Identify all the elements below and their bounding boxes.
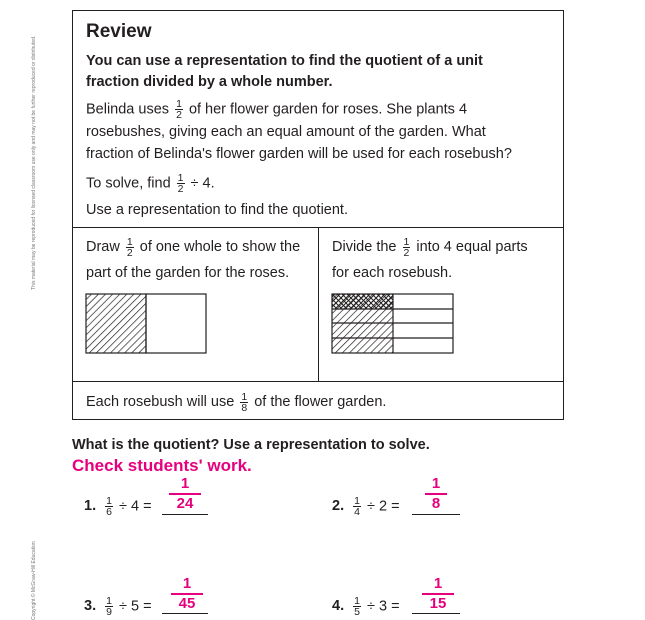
fraction-one-half [126, 237, 134, 258]
intro-line-1: You can use a representation to find the quotient of a unit [86, 53, 483, 69]
problem-fraction [105, 496, 113, 517]
answer-blank-3 [162, 613, 208, 614]
margin-copyright-footer: Copyright © McGraw-Hill Education [31, 541, 37, 620]
answer-blank-4 [412, 613, 460, 614]
answer-blank-2 [412, 514, 460, 515]
fraction-numerator: 1 [176, 98, 182, 110]
answer-denominator: 45 [171, 593, 203, 613]
problem-number: 1. [84, 498, 97, 515]
use-representation-line: Use a representation to find the quotient. [86, 202, 348, 218]
fraction-numerator: 1 [106, 595, 112, 607]
answer-denominator: 8 [425, 493, 447, 513]
problem-2 [332, 496, 400, 517]
fraction-numerator: 1 [354, 595, 360, 607]
fraction-numerator: 1 [403, 235, 410, 248]
fraction-numerator: 1 [241, 390, 248, 403]
review-box [72, 10, 564, 420]
divide-sign: ÷ [119, 498, 127, 515]
result-pre: Each rosebush will use [86, 394, 235, 410]
answer-2 [425, 475, 447, 513]
review-title: Review [86, 21, 152, 42]
problem-1 [84, 496, 152, 517]
problem-fraction [353, 596, 361, 617]
right-cell-line-2: for each rosebush. [332, 265, 453, 281]
answer-denominator: 15 [422, 593, 454, 613]
problem-line-3: fraction of Belinda's flower garden will be used for each rosebush? [86, 146, 512, 162]
result-post: of the flower garden. [254, 394, 387, 410]
fraction-denominator: 8 [241, 401, 248, 414]
intro-line-2: fraction divided by a whole number. [86, 74, 333, 90]
fraction-denominator: 2 [176, 109, 182, 121]
divide-sign: ÷ [119, 598, 127, 615]
fraction-one-half [175, 99, 183, 120]
solve-line [86, 173, 215, 194]
answer-3 [171, 575, 203, 613]
one-eighth-crosshatch [332, 294, 393, 309]
solve-pre: To solve, find [86, 175, 171, 192]
result-line [86, 389, 386, 415]
divisor: 4 [131, 498, 140, 515]
answer-numerator: 1 [180, 475, 190, 492]
divisor: 2 [379, 498, 388, 515]
check-students-work: Check students' work. [72, 456, 252, 475]
fraction-numerator: 1 [106, 495, 112, 507]
problem-pre: Belinda uses [86, 101, 170, 118]
answer-numerator: 1 [433, 575, 443, 592]
fraction-numerator: 1 [177, 172, 184, 184]
question-prompt: What is the quotient? Use a representation to solve. [72, 437, 430, 453]
fraction-one-half [403, 237, 411, 258]
fraction-denominator: 2 [126, 246, 133, 259]
problem-line-1 [86, 99, 467, 120]
solve-post: ÷ 4. [190, 175, 215, 192]
fraction-denominator: 2 [403, 246, 410, 259]
problem-fraction [105, 596, 113, 617]
left-cell-line-2: part of the garden for the roses. [86, 265, 290, 281]
divide-sign: ÷ [367, 498, 375, 515]
fraction-numerator: 1 [354, 495, 360, 507]
problem-post: of her flower garden for roses. She plants 4 [188, 101, 468, 118]
left-cell-pre: Draw [86, 239, 120, 255]
fraction-numerator: 1 [126, 235, 133, 248]
fraction-one-half [177, 173, 185, 194]
divisor: 3 [379, 598, 388, 615]
right-cell-post: into 4 equal parts [416, 239, 528, 255]
equals-sign: = [391, 498, 400, 515]
problem-fraction [353, 496, 361, 517]
unshaded-half [146, 294, 206, 353]
divide-sign: ÷ [367, 598, 375, 615]
answer-numerator: 1 [182, 575, 192, 592]
equals-sign: = [391, 598, 400, 615]
fraction-denominator: 9 [106, 606, 112, 618]
problem-number: 2. [332, 498, 345, 515]
divisor: 5 [131, 598, 140, 615]
eighths-model [331, 293, 455, 355]
fraction-denominator: 4 [354, 506, 360, 518]
shaded-half [86, 294, 146, 353]
left-cell-post: of one whole to show the [139, 239, 301, 255]
problem-number: 3. [84, 598, 97, 615]
answer-1 [169, 475, 201, 513]
half-whole-model [85, 293, 207, 355]
answer-numerator: 1 [431, 475, 441, 492]
answer-blank-1 [162, 514, 208, 515]
left-cell-line-1 [86, 234, 300, 260]
answer-4 [422, 575, 454, 613]
problem-3 [84, 596, 152, 617]
fraction-denominator: 5 [354, 606, 360, 618]
equals-sign: = [143, 498, 152, 515]
answer-denominator: 24 [169, 493, 201, 513]
margin-copyright-note: This material may be reproduced for licensed classroom use only and may not be further reproduced or distributed. [31, 35, 37, 290]
fraction-denominator: 6 [106, 506, 112, 518]
problem-4 [332, 596, 400, 617]
fraction-one-eighth [240, 392, 248, 413]
fraction-denominator: 2 [177, 183, 184, 195]
table-middle-border [73, 381, 563, 382]
right-cell-pre: Divide the [332, 239, 397, 255]
right-cell-line-1 [332, 234, 528, 260]
table-column-divider [318, 227, 319, 381]
equals-sign: = [143, 598, 152, 615]
problem-number: 4. [332, 598, 345, 615]
problem-line-2: rosebushes, giving each an equal amount of the garden. What [86, 124, 486, 140]
